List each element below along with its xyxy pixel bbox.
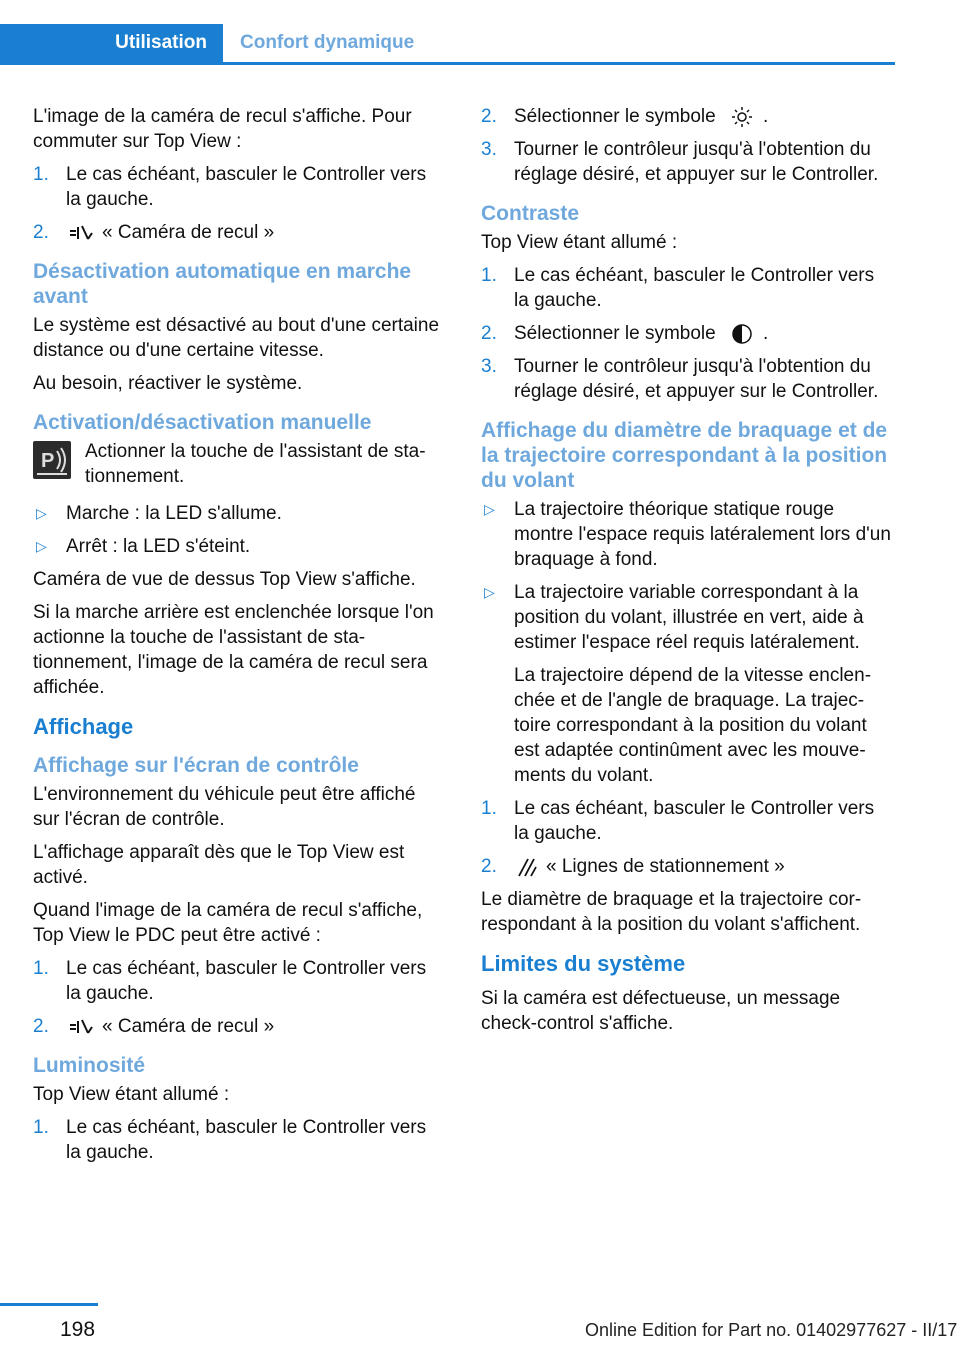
step-text: Sélectionner le symbole [514,106,716,127]
limites-text: Si la caméra est défectueuse, un message check-control s'affiche. [481,988,841,1034]
step-number: 3. [481,139,497,160]
bullet-item [481,580,891,655]
bullet-triangle-icon: ▷ [484,584,495,600]
step-tail: . [763,323,769,344]
heading-luminosite: Luminosité [33,1054,146,1077]
step-text: « Lignes de stationnement » [546,856,785,877]
step-number: 1. [481,798,497,819]
step-item [481,104,891,129]
step-text: Le cas échéant, basculer le Controller vers la gauche. [66,164,427,210]
manuel-text-2: Caméra de vue de dessus Top View s'affiche. [33,569,416,590]
heading-desactivation: Désactivation automatique en marche avant [33,260,412,308]
step-text: Le cas échéant, basculer le Controller vers la gauche. [514,798,875,844]
manuel-paragraph [33,439,443,489]
step-number: 1. [33,1117,49,1138]
manuel-text-3: Si la marche arrière est enclenchée lorsque l'on actionne la touche de l'assistant de stationnement, l'image de la caméra de recul sera affichée. [33,602,434,698]
camera-icon [68,1017,94,1037]
step-item [481,854,891,879]
bullet-text: La trajectoire théorique statique rouge montre l'espace requis latéralement lors d'un braquage à fond. [514,499,891,570]
step-item [481,263,891,313]
step-item [33,220,443,245]
luminosite-text: Top View étant allumé : [33,1084,230,1105]
step-number: 2. [33,1016,49,1037]
step-number: 1. [33,958,49,979]
bullet-text: Arrêt : la LED s'éteint. [66,536,251,557]
bullet-triangle-icon: ▷ [36,505,47,521]
desact-text-1: Le système est désactivé au bout d'une certaine distance ou d'une certaine vitesse. [33,315,440,361]
step-text: Tourner le contrôleur jusqu'à l'obtention du réglage désiré, et appuyer sur le Controller. [514,356,879,402]
step-number: 2. [33,222,49,243]
step-item [33,1014,443,1039]
bullet-item [33,501,443,526]
page-number: 198 [60,1318,96,1341]
right-column [481,104,891,1044]
left-column [33,104,443,1173]
step-number: 1. [481,265,497,286]
affichage-text-1: L'environnement du véhicule peut être affiché sur l'écran de contrôle. [33,784,416,830]
heading-diametre: Affichage du diamètre de braquage et de la trajectoire correspondant à la position du volant [481,419,888,492]
footer-accent-line [0,1303,98,1306]
edition-text: Online Edition for Part no. 01402977627 - II/17 [585,1320,958,1340]
parking-assist-button-icon [33,441,71,479]
step-item [481,321,891,346]
brightness-icon [731,106,753,128]
step-item [481,137,891,187]
header-tabbar [0,24,895,65]
step-number: 1. [33,164,49,185]
step-item [33,1115,443,1165]
step-number: 2. [481,106,497,127]
step-text: Tourner le contrôleur jusqu'à l'obtention du réglage désiré, et appuyer sur le Controller. [514,139,879,185]
step-text: Le cas échéant, basculer le Controller vers la gauche. [66,1117,427,1163]
contrast-icon [731,323,753,345]
bullet-continuation-text: La trajectoire dépend de la vitesse enclenchée et de l'angle de braquage. La trajectoire correspondant à la position du volant est adaptée continûment avec les mouvements du volant. [514,665,872,786]
bullet-item [33,534,443,559]
intro-text: L'image de la caméra de recul s'affiche. Pour commuter sur Top View : [33,106,412,152]
step-text: Le cas échéant, basculer le Controller vers la gauche. [66,958,427,1004]
parking-lines-icon [516,856,538,878]
bullet-triangle-icon: ▷ [36,538,47,554]
desact-text-2: Au besoin, réactiver le système. [33,373,303,394]
tab-utilisation[interactable]: Utilisation [0,24,223,62]
step-number: 2. [481,323,497,344]
bullet-continuation [481,663,891,788]
heading-affichage: Affichage [33,714,134,739]
step-item [33,162,443,212]
step-item [33,956,443,1006]
manuel-text: Actionner la touche de l'assistant de stationnement. [85,441,426,487]
affichage-text-3: Quand l'image de la caméra de recul s'affiche, Top View le PDC peut être activé : [33,900,423,946]
tab-confort-dynamique[interactable]: Confort dynamique [240,32,415,53]
bullet-item [481,497,891,572]
bullet-text: Marche : la LED s'allume. [66,503,282,524]
diametre-text: Le diamètre de braquage et la trajectoire correspondant à la position du volant s'affichent. [481,889,862,935]
step-number: 3. [481,356,497,377]
bullet-triangle-icon: ▷ [484,501,495,517]
affichage-text-2: L'affichage apparaît dès que le Top View est activé. [33,842,405,888]
heading-limites: Limites du système [481,951,686,976]
camera-icon [68,223,94,243]
step-text: « Caméra de recul » [102,222,275,243]
step-text: « Caméra de recul » [102,1016,275,1037]
contraste-text: Top View étant allumé : [481,232,678,253]
svg-text:P: P [41,450,55,472]
heading-affichage-ecran: Affichage sur l'écran de contrôle [33,754,359,777]
step-item [481,354,891,404]
step-tail: . [763,106,769,127]
heading-contraste: Contraste [481,202,580,225]
bullet-text: La trajectoire variable correspondant à la position du volant, illustrée en vert, aide à estimer l'espace réel requis latéralement. [514,582,864,653]
heading-manuel: Activation/désactivation manuelle [33,411,372,434]
step-number: 2. [481,856,497,877]
step-item [481,796,891,846]
step-text: Le cas échéant, basculer le Controller vers la gauche. [514,265,875,311]
step-text: Sélectionner le symbole [514,323,716,344]
